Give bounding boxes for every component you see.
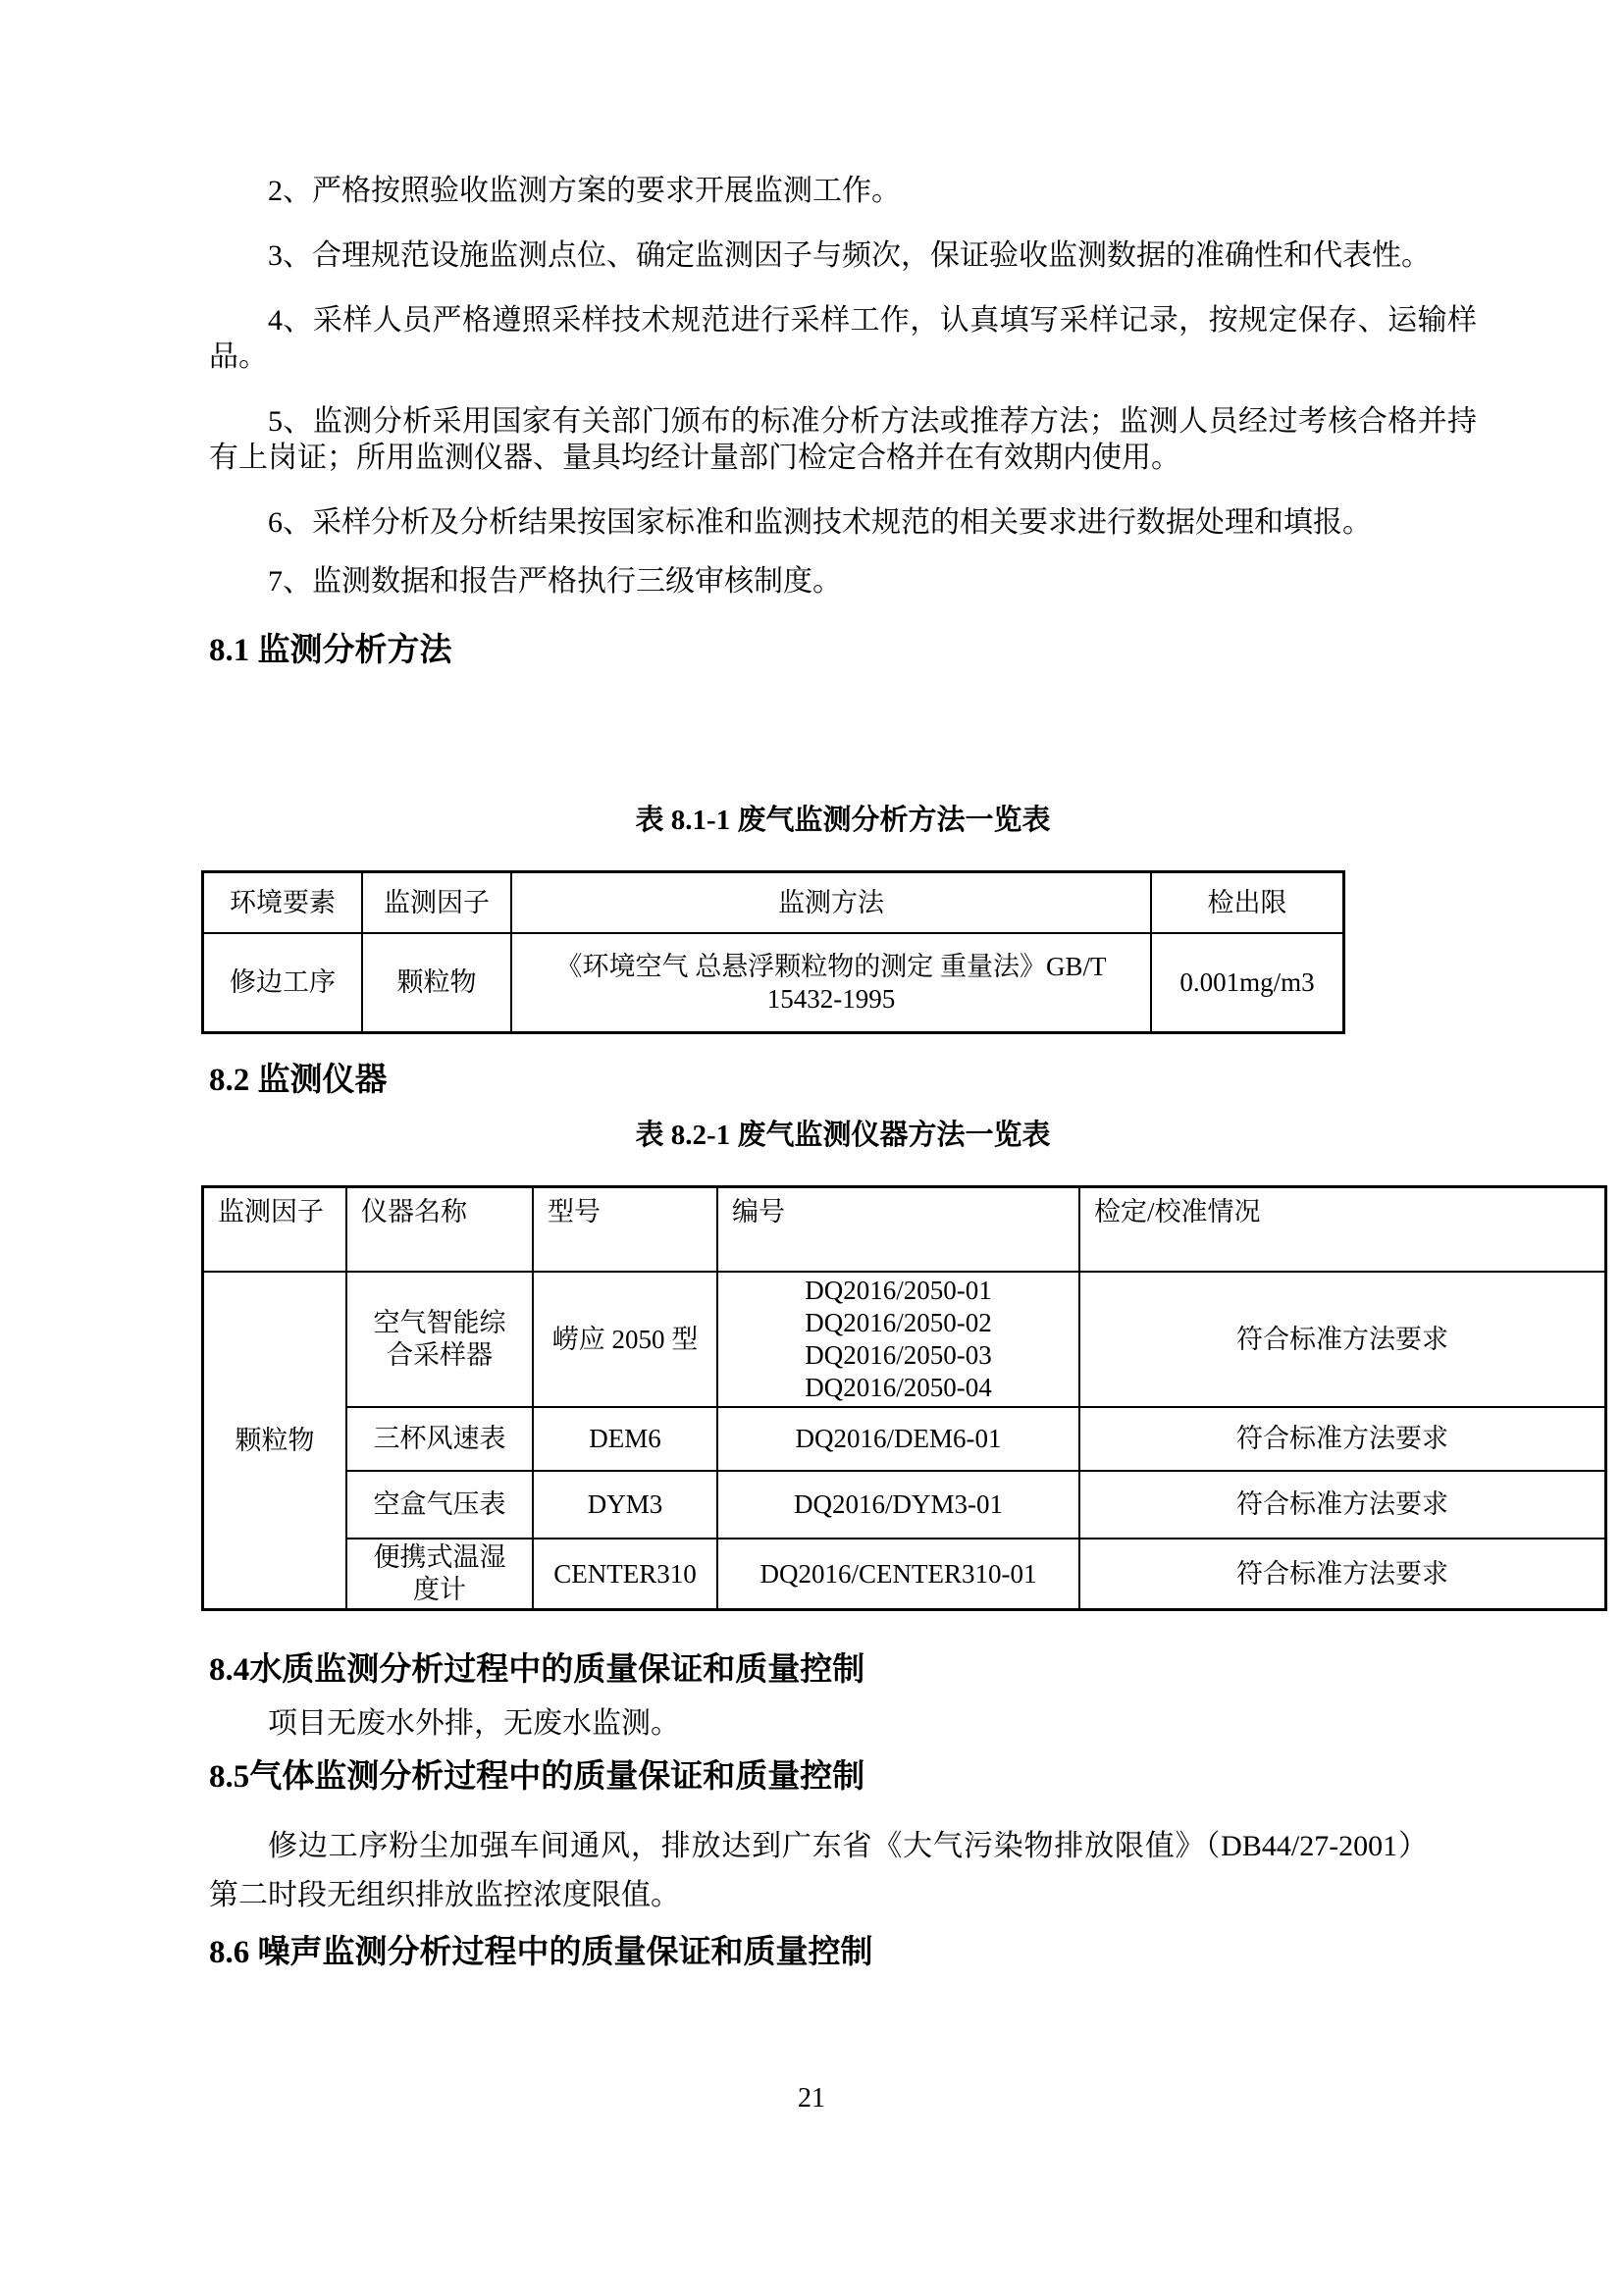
column-header-factor: 监测因子 bbox=[362, 872, 511, 934]
paragraph-item-7: 7、监测数据和报告严格执行三级审核制度。 bbox=[268, 565, 842, 598]
cell-instrument: 三杯风速表 bbox=[346, 1407, 533, 1471]
cell-factor: 颗粒物 bbox=[362, 933, 511, 1033]
paragraph-item-6: 6、采样分析及分析结果按国家标准和监测技术规范的相关要求进行数据处理和填报。 bbox=[268, 506, 1372, 539]
cell-status: 符合标准方法要求 bbox=[1079, 1471, 1606, 1539]
cell-instrument: 便携式温湿度计 bbox=[346, 1539, 533, 1610]
table-8-2-1 bbox=[201, 1185, 1607, 1611]
cell-status: 符合标准方法要求 bbox=[1079, 1272, 1606, 1407]
section-8-4-paragraph: 项目无废水外排，无废水监测。 bbox=[268, 1707, 680, 1740]
section-heading-8-6: 8.6 噪声监测分析过程中的质量保证和质量控制 bbox=[209, 1935, 873, 1970]
table-caption-8-1-1: 表 8.1-1 废气监测分析方法一览表 bbox=[635, 805, 1051, 836]
table-row bbox=[203, 1407, 1606, 1471]
column-header-factor: 监测因子 bbox=[203, 1187, 347, 1273]
paragraph-item-3: 3、合理规范设施监测点位、确定监测因子与频次，保证验收监测数据的准确性和代表性。 bbox=[268, 239, 1431, 272]
cell-status: 符合标准方法要求 bbox=[1079, 1539, 1606, 1610]
table-header-row bbox=[203, 872, 1344, 934]
table-header-row bbox=[203, 1187, 1606, 1273]
column-header-method: 监测方法 bbox=[511, 872, 1151, 934]
table-row bbox=[203, 1272, 1606, 1407]
cell-instrument: 空盒气压表 bbox=[346, 1471, 533, 1539]
cell-method: 《环境空气 总悬浮颗粒物的测定 重量法》GB/T 15432-1995 bbox=[511, 933, 1151, 1033]
column-header-instrument: 仪器名称 bbox=[346, 1187, 533, 1273]
cell-detection-limit: 0.001mg/m3 bbox=[1151, 933, 1344, 1033]
column-header-status: 检定/校准情况 bbox=[1079, 1187, 1606, 1273]
table-row bbox=[203, 933, 1344, 1033]
serial-number-line: DQ2016/2050-02 bbox=[805, 1308, 992, 1337]
section-8-5-paragraph: 修边工序粉尘加强车间通风，排放达到广东省《大气污染物排放限值》（DB44/27-2001）第二时段无组织排放监控浓度限值。 bbox=[209, 1830, 1428, 1911]
table-row bbox=[203, 1539, 1606, 1610]
column-header-detection-limit: 检出限 bbox=[1151, 872, 1344, 934]
paragraph-item-2: 2、严格按照验收监测方案的要求开展监测工作。 bbox=[268, 175, 901, 207]
column-header-serial: 编号 bbox=[717, 1187, 1079, 1273]
serial-number-line: DQ2016/2050-01 bbox=[805, 1276, 992, 1305]
section-heading-8-1: 8.1 监测分析方法 bbox=[209, 633, 452, 668]
serial-number-line: DQ2016/2050-04 bbox=[805, 1373, 992, 1402]
column-header-element: 环境要素 bbox=[203, 872, 363, 934]
cell-model: DEM6 bbox=[533, 1407, 717, 1471]
section-heading-8-4: 8.4水质监测分析过程中的质量保证和质量控制 bbox=[209, 1652, 865, 1688]
page-number: 21 bbox=[798, 2083, 825, 2113]
cell-serials: DQ2016/DYM3-01 bbox=[717, 1471, 1079, 1539]
cell-element: 修边工序 bbox=[203, 933, 363, 1033]
cell-serials bbox=[717, 1272, 1079, 1407]
table-8-1-1 bbox=[201, 870, 1345, 1034]
cell-status: 符合标准方法要求 bbox=[1079, 1407, 1606, 1471]
section-heading-8-5: 8.5气体监测分析过程中的质量保证和质量控制 bbox=[209, 1759, 865, 1795]
section-heading-8-2: 8.2 监测仪器 bbox=[209, 1063, 388, 1098]
paragraph-item-5: 5、监测分析采用国家有关部门颁布的标准分析方法或推荐方法；监测人员经过考核合格并持有上岗证；所用监测仪器、量具均经计量部门检定合格并在有效期内使用。 bbox=[209, 405, 1477, 474]
table-caption-8-2-1: 表 8.2-1 废气监测仪器方法一览表 bbox=[635, 1120, 1051, 1151]
cell-model: DYM3 bbox=[533, 1471, 717, 1539]
serial-number-line: DQ2016/2050-03 bbox=[805, 1340, 992, 1370]
paragraph-item-4: 4、采样人员严格遵照采样技术规范进行采样工作，认真填写采样记录，按规定保存、运输样品。 bbox=[209, 304, 1477, 373]
cell-serials: DQ2016/CENTER310-01 bbox=[717, 1539, 1079, 1610]
cell-model: 崂应 2050 型 bbox=[533, 1272, 717, 1407]
table-row bbox=[203, 1471, 1606, 1539]
cell-instrument: 空气智能综合采样器 bbox=[346, 1272, 533, 1407]
cell-factor: 颗粒物 bbox=[203, 1272, 347, 1610]
column-header-model: 型号 bbox=[533, 1187, 717, 1273]
cell-serials: DQ2016/DEM6-01 bbox=[717, 1407, 1079, 1471]
cell-model: CENTER310 bbox=[533, 1539, 717, 1610]
